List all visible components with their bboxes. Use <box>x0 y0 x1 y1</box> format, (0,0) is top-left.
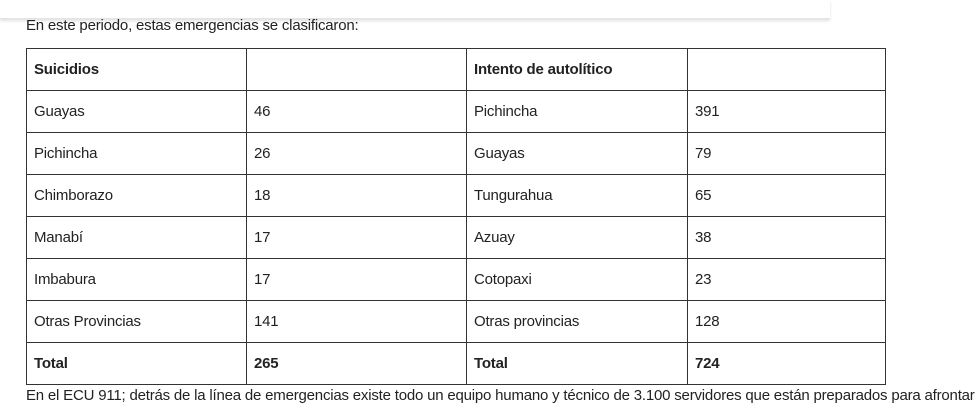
outro-paragraph: En el ECU 911; detrás de la línea de emergencias existe todo un equipo humano y técnico de 3.100 servidores que están preparados para afrontar <box>26 387 975 404</box>
attempt-province-cell: Tungurahua <box>467 175 688 217</box>
suicide-province-cell: Manabí <box>27 217 247 259</box>
suicide-province-cell: Guayas <box>27 91 247 133</box>
total-label-cell: Total <box>27 343 247 385</box>
attempt-province-cell: Cotopaxi <box>467 259 688 301</box>
attempt-count-cell: 391 <box>688 91 886 133</box>
attempt-province-cell: Pichincha <box>467 91 688 133</box>
table-header-row <box>27 49 886 91</box>
attempt-count-cell: 79 <box>688 133 886 175</box>
suicide-count-cell: 17 <box>247 259 467 301</box>
table-row <box>27 133 886 175</box>
table-total-row <box>27 343 886 385</box>
header-cell <box>688 49 886 91</box>
table-row <box>27 175 886 217</box>
attempt-province-cell: Otras provincias <box>467 301 688 343</box>
attempt-count-cell: 23 <box>688 259 886 301</box>
suicide-province-cell: Otras Provincias <box>27 301 247 343</box>
attempt-count-cell: 65 <box>688 175 886 217</box>
table-row <box>27 301 886 343</box>
suicide-province-cell: Chimborazo <box>27 175 247 217</box>
attempt-count-cell: 38 <box>688 217 886 259</box>
header-cell: Suicidios <box>27 49 247 91</box>
table-row <box>27 91 886 133</box>
intro-paragraph: En este periodo, estas emergencias se clasificaron: <box>26 17 359 34</box>
header-cell: Intento de autolítico <box>467 49 688 91</box>
emergencies-table <box>26 48 886 385</box>
suicide-province-cell: Pichincha <box>27 133 247 175</box>
total-label-cell: Total <box>467 343 688 385</box>
article-body <box>26 16 830 385</box>
total-value-cell: 724 <box>688 343 886 385</box>
attempt-province-cell: Guayas <box>467 133 688 175</box>
table-row <box>27 259 886 301</box>
attempt-province-cell: Azuay <box>467 217 688 259</box>
suicide-province-cell: Imbabura <box>27 259 247 301</box>
suicide-count-cell: 46 <box>247 91 467 133</box>
header-cell <box>247 49 467 91</box>
table-row <box>27 217 886 259</box>
suicide-count-cell: 141 <box>247 301 467 343</box>
attempt-count-cell: 128 <box>688 301 886 343</box>
suicide-count-cell: 26 <box>247 133 467 175</box>
suicide-count-cell: 18 <box>247 175 467 217</box>
suicide-count-cell: 17 <box>247 217 467 259</box>
total-value-cell: 265 <box>247 343 467 385</box>
